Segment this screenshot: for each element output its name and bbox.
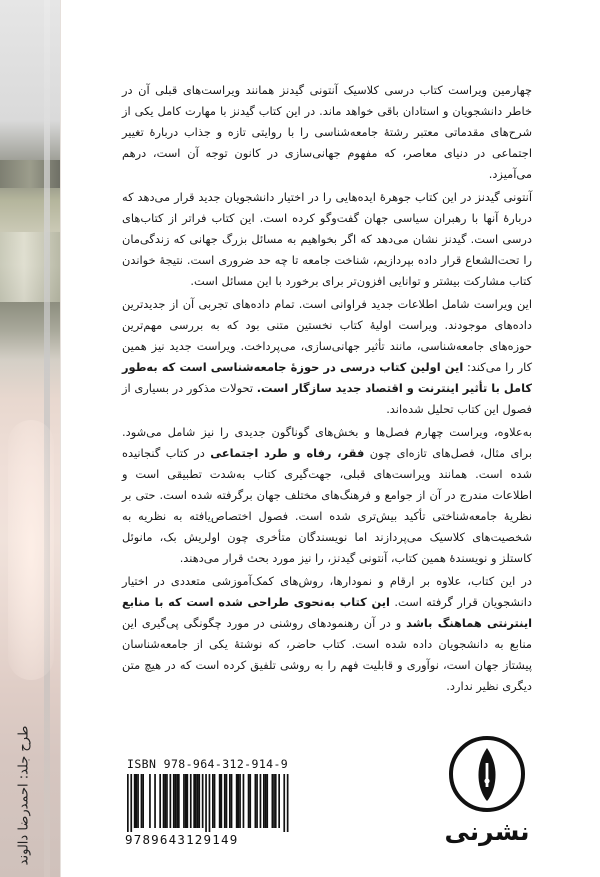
barcode-bar <box>287 774 289 832</box>
barcode-bar <box>198 774 200 828</box>
barcode-bar <box>195 774 197 828</box>
isbn-label: ISBN 978-964-312-914-9 <box>127 757 289 771</box>
barcode-bar <box>265 774 267 828</box>
barcode-bar <box>226 774 228 828</box>
barcode-bar <box>221 774 223 828</box>
barcode-bar <box>134 774 136 828</box>
barcode-bar <box>260 774 262 828</box>
barcode-bar <box>178 774 180 828</box>
blurb-emphasis: این اولین کتاب درسی در حوزهٔ جامعه‌شناسی است که به‌طور کامل با تأثیر اینترنت و اقتصاد جدید سازگار است. <box>122 360 532 395</box>
cover-design-credit <box>4 720 44 870</box>
barcode-bar <box>136 774 138 828</box>
barcode-bar <box>149 774 151 828</box>
publisher-mark <box>432 735 542 855</box>
barcode-bars <box>123 774 295 832</box>
blurb-run: در کتاب گنجانیده شده است. همانند ویراست‌های قبلی، جهت‌گیری کتاب به‌شدت تطبیقی است و اطلاعات مندرج در آن از جوامع و فرهنگ‌های مختلف جهان برگرفته شده است. حتی بر نظریهٔ جامعه‌شناختی تأکید بیش‌تری شده است. فصول اختصاص‌یافته به نظریه به شخصیت‌های کلاسیک می‌پردازند اما نویسندگان متأخری چون اولریش بک، مانوئل کاستلز و نویسندهٔ همین کتاب، آنتونی گیدنز، را نیز مورد بحث قرار می‌دهند. <box>122 446 532 565</box>
barcode-bar <box>205 774 207 832</box>
blurb-run: به‌علاوه، ویراست چهارم فصل‌ها و بخش‌های گوناگون جدیدی را نیز شامل می‌شود. برای مثال، فصل‌های تازه‌ای چون <box>122 425 532 460</box>
barcode-bar <box>212 774 214 828</box>
barcode-bar <box>266 774 268 828</box>
blurb-run: این ویراست شامل اطلاعات جدید فراوانی است. تمام داده‌های تجربی آن از جدیدترین داده‌های موجودند. ویراست اولیهٔ کتاب نخستین متنی بود که به بررسی مهم‌ترین حوزه‌های جامعه‌شناسی، مانند تأثیر جهانی‌سازی، می‌پرداخت. ویراست جدید نیز همین کار را می‌کند: <box>122 297 532 374</box>
blurb-run: چهارمین ویراست کتاب درسی کلاسیک آنتونی گیدنز همانند ویراست‌های قبلی آن در خاطر دانشجویان و استادان باقی خواهد ماند. در این کتاب گیدنز با مهارت کامل یکی از شرح‌های مقدماتی معتبر رشتهٔ جامعه‌شناسی را با روایتی تازه و جذاب دربارهٔ تغییر اجتماعی در دنیای معاصر، که مفهوم جهانی‌سازی در کانون توجه آن است، درهم می‌آمیزد. <box>122 83 532 181</box>
barcode-bar <box>141 774 143 828</box>
blurb-emphasis: فقر، رفاه و طرد اجتماعی <box>210 446 365 460</box>
barcode-bar <box>273 774 275 828</box>
barcode-bar <box>193 774 195 828</box>
barcode-bar <box>187 774 189 828</box>
barcode-bar <box>239 774 241 828</box>
barcode-bar <box>236 774 238 828</box>
barcode-bar <box>229 774 231 828</box>
blurb-run: آنتونی گیدنز در این کتاب جوهرهٔ ایده‌هایی را در اختیار دانشجویان جدید قرار می‌دهد که دربارهٔ آنها با رهبران سیاسی جهان گفت‌وگو کرده است. این کتاب فراتر از کتاب‌های درسی است. گیدنز نشان می‌دهد که اگر بخواهیم به مسائل بزرگ جهانی که زندگی‌مان را تحت‌الشعاع قرار داده بپردازیم، شناخت جامعه تا چه حد ضروری است. نتیجهٔ خواندن کتاب مشارکت بیشتر و توانایی افزون‌تر برای برخورد با این مسائل است. <box>122 190 532 288</box>
isbn-barcode <box>123 757 295 853</box>
blurb-paragraph <box>122 80 532 185</box>
barcode-bar <box>255 774 257 828</box>
barcode-bar <box>243 774 245 828</box>
barcode-bar <box>283 774 285 832</box>
barcode-digits: 9789643129149 <box>125 832 239 847</box>
barcode-bar <box>173 774 175 828</box>
reed-pen-logo-icon <box>448 735 526 813</box>
blurb-run: در این کتاب، علاوه بر ارقام و نمودارها، روش‌های کمک‌آموزشی متعددی در اختیار دانشجویان قرار گرفته است. <box>122 574 533 609</box>
cover-design-credit-text: طرح جلد: احمدرضا دالوند <box>16 725 32 865</box>
barcode-bar <box>163 774 165 828</box>
blurb-run: و در آن رهنمودهای روشنی در مورد چگونگی پی‌گیری این منابع به دانشجویان داده شده است. کتاب حاضر، که نوشتهٔ یکی از جامعه‌شناسان پیشتاز جهان است، نوآوری و قابلیت فهم را به روشی تلفیق کرده است که در هیچ متن دیگری نظیر ندارد. <box>122 616 532 693</box>
barcode-bar <box>231 774 233 828</box>
barcode-bar <box>185 774 187 828</box>
blurb-paragraph <box>122 187 532 292</box>
barcode-bar <box>176 774 178 828</box>
barcode-bar <box>164 774 166 828</box>
barcode-bar <box>219 774 221 828</box>
barcode-bar <box>142 774 144 828</box>
barcode-bar <box>197 774 199 828</box>
barcode-bar <box>248 774 250 828</box>
barcode-bar <box>256 774 258 828</box>
publisher-name: نشرنی <box>444 817 530 846</box>
blurb-paragraph <box>122 422 532 569</box>
barcode-bar <box>127 774 129 832</box>
barcode-bar <box>278 774 280 828</box>
blurb-paragraph <box>122 294 532 420</box>
barcode-bar <box>263 774 265 828</box>
barcode-bar <box>137 774 139 828</box>
barcode-bar <box>170 774 172 828</box>
blurb-text <box>122 80 532 699</box>
barcode-bar <box>166 774 168 828</box>
barcode-bar <box>238 774 240 828</box>
barcode-bar <box>159 774 161 828</box>
barcode-bar <box>224 774 226 828</box>
blurb-emphasis: این کتاب به‌نحوی طراحی شده است که با منابع اینترنتی هماهنگ باشد <box>122 595 532 630</box>
barcode-bar <box>154 774 156 828</box>
barcode-bar <box>214 774 216 828</box>
barcode-bar <box>272 774 274 828</box>
barcode-bar <box>275 774 277 828</box>
blurb-run: تحولات مذکور در بسیاری از فصول این کتاب تحلیل شده‌اند. <box>122 381 532 416</box>
barcode-bar <box>175 774 177 828</box>
barcode-bar <box>190 774 192 828</box>
blurb-paragraph <box>122 571 532 697</box>
barcode-bar <box>249 774 251 828</box>
barcode-bar <box>202 774 204 828</box>
barcode-bar <box>209 774 211 832</box>
barcode-bar <box>183 774 185 828</box>
barcode-bar <box>130 774 132 832</box>
